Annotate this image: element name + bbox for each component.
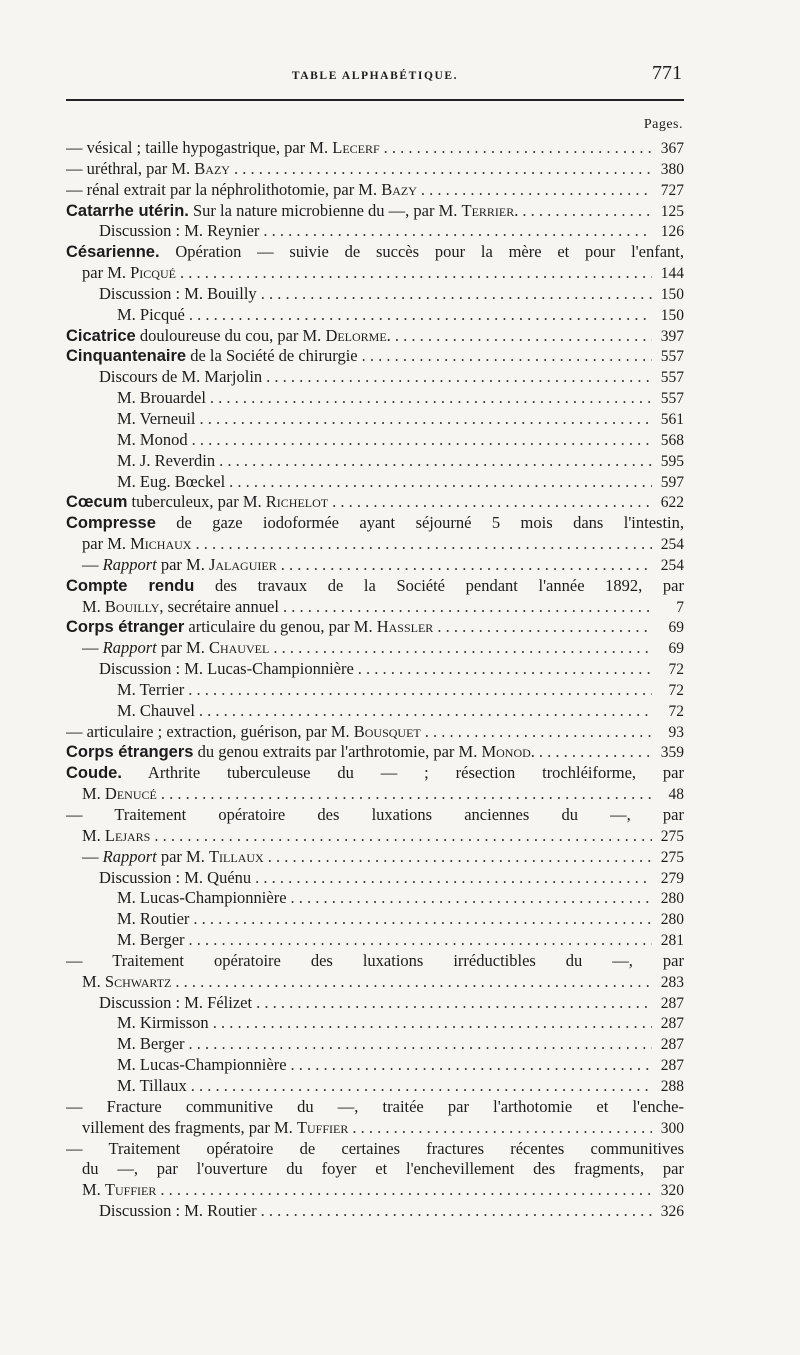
entry-fragment: — [82,846,103,866]
entry-page-number: 280 [660,911,684,929]
entry-fragment: Discussion : M. Bouilly [99,283,257,303]
entry-page-number: 275 [660,827,684,845]
entry-fragment: Discours de M. Marjolin [99,367,263,387]
entry-page-number: 275 [660,848,684,866]
entry-page-number: 288 [660,1077,684,1095]
entry-fragment: Discussion : M. Félizet [99,992,253,1012]
index-entry [66,1055,684,1076]
dot-leader [189,1034,652,1055]
entry-text [117,1055,287,1076]
dot-leader [192,430,652,451]
dot-leader [195,534,652,555]
dot-leader [263,221,652,242]
entry-page-number: 125 [660,202,684,220]
entry-page-number: 380 [660,160,684,178]
entry-page-number: 126 [660,223,684,241]
entry-text [117,451,215,472]
entry-text [117,1076,187,1097]
entry-text [66,1097,684,1116]
entry-text [66,617,433,638]
entry-page-number: 287 [660,1057,684,1075]
index-entry [66,659,684,680]
index-entry [66,930,684,951]
entry-text [82,555,277,576]
running-title: TABLE ALPHABÉTIQUE. [291,70,459,82]
entry-text [99,659,354,680]
entry-page-number: 326 [660,1203,684,1221]
index-entry [66,805,684,826]
author-name: Tuffier [104,1180,157,1200]
author-name: Delorme. [325,325,391,345]
author-name: Terrier. [461,200,519,220]
entry-fragment: par M. [156,638,209,658]
entry-text [66,201,518,222]
entry-page-number: 597 [660,473,684,491]
entry-fragment: Arthrite tuberculeuse du — ; résection trochléiforme, par [121,763,684,783]
dot-leader [266,367,652,388]
index-entry [66,492,684,513]
entry-page-number: 7 [676,598,684,616]
entry-fragment: M. Picqué [117,304,185,324]
dot-leader [255,868,652,889]
author-name: Bazy [194,158,230,178]
entry-page-number: 254 [660,556,684,574]
entry-text [82,638,269,659]
index-entries [66,138,684,1222]
index-entry [66,722,684,743]
entry-page-number: 280 [660,890,684,908]
entry-text [82,534,191,555]
index-entry [66,888,684,909]
entry-heading: Cœcum [66,493,128,512]
entry-text [99,284,257,305]
entry-page-number: 287 [660,1036,684,1054]
entry-text [66,492,328,513]
entry-text [117,1034,185,1055]
entry-text [82,1118,348,1139]
index-entry [66,638,684,659]
dot-leader [191,1076,652,1097]
entry-page-number: 254 [660,536,684,554]
entry-fragment: — uréthral, par M. [66,158,195,178]
entry-fragment: — vésical ; taille hypogastrique, par M. [66,138,333,157]
dot-leader [268,847,652,868]
entry-page-number: 287 [660,994,684,1012]
index-entry [66,409,684,430]
entry-text [82,1180,156,1201]
index-entry [66,742,684,763]
entry-fragment: — articulaire ; extraction, guérison, par M. [66,721,354,741]
entry-page-number: 150 [660,306,684,324]
dot-leader [161,784,652,805]
entry-fragment: , secrétaire annuel [159,596,279,616]
author-name: Monod. [481,742,535,762]
dot-leader [261,284,652,305]
index-entry [66,1159,684,1180]
dot-leader [358,659,652,680]
entry-page-number: 300 [660,1119,684,1137]
author-name: Michaux [130,534,192,554]
index-entry [66,576,684,597]
dot-leader [273,638,652,659]
index-entry [66,346,684,367]
index-entry [66,1180,684,1201]
entry-page-number: 72 [668,661,684,679]
entry-text [66,576,684,595]
entry-text [66,722,421,743]
entry-fragment: — rénal extrait par la néphrolithotomie, par M. [66,179,382,199]
entry-heading: Compresse [66,514,156,533]
entry-page-number: 561 [660,410,684,428]
author-name: Richelot [265,492,329,512]
index-entry [66,1139,684,1160]
entry-heading: Compte rendu [66,576,195,595]
entry-fragment: — Traitement opératoire de certaines fractures récentes communitives [66,1138,684,1158]
entry-fragment: — [82,638,103,658]
entry-page-number: 72 [668,702,684,720]
index-entry [66,972,684,993]
dot-leader [199,701,652,722]
entry-fragment: M. Routier [117,909,190,929]
entry-page-number: 320 [660,1182,684,1200]
index-entry [66,555,684,576]
index-entry [66,513,684,534]
dot-leader [522,201,652,222]
entry-text [82,597,279,618]
index-entry [66,1034,684,1055]
author-name: Schwartz [104,971,172,991]
dot-leader [291,888,652,909]
entry-heading: Cinquantenaire [66,347,187,366]
author-name: Hassler [376,617,434,637]
author-name: Tuffier [296,1117,349,1137]
dot-leader [281,555,652,576]
index-entry [66,284,684,305]
entry-text [99,367,262,388]
entry-text [117,930,185,951]
entry-text [117,430,188,451]
index-entry [66,701,684,722]
index-entry [66,1013,684,1034]
author-name: Jalaguier [208,554,277,574]
entry-fragment: par M. [156,554,209,574]
entry-text [66,951,684,970]
index-entry [66,1097,684,1118]
index-entry [66,263,684,284]
entry-fragment: M. Verneuil [117,408,196,428]
entry-text [99,868,251,889]
index-entry [66,826,684,847]
dot-leader [425,722,652,743]
index-entry [66,305,684,326]
entry-text [66,138,380,159]
dot-leader [421,180,652,201]
dot-leader [234,159,652,180]
dot-leader [437,617,652,638]
entry-fragment: par M. [82,263,131,283]
dot-leader [229,472,652,493]
entry-text [117,472,225,493]
index-entry [66,993,684,1014]
entry-heading: Corps étrangers [66,743,194,762]
entry-text [82,1159,684,1178]
entry-text [66,242,684,261]
index-entry [66,763,684,784]
dot-leader [154,826,652,847]
rapport-label: Rapport [102,638,157,658]
index-entry [66,909,684,930]
author-name: Bousquet [353,721,421,741]
entry-fragment: douloureuse du cou, par M. [135,325,326,345]
index-entry [66,847,684,868]
entry-fragment: M. Berger [117,1034,185,1054]
entry-fragment: M. Eug. Bœckel [117,471,226,491]
entry-fragment: M. Lucas-Championnière [117,1055,287,1075]
entry-page-number: 69 [668,640,684,658]
entry-page-number: 568 [660,431,684,449]
entry-fragment: M. Brouardel [117,388,206,408]
entry-fragment: Sur la nature microbienne du —, par M. [188,200,462,220]
entry-heading: Cicatrice [66,326,136,345]
dot-leader [175,972,652,993]
dot-leader [362,346,652,367]
dot-leader [291,1055,652,1076]
entry-text [117,888,287,909]
entry-text [117,305,185,326]
entry-page-number: 93 [668,723,684,741]
dot-leader [256,993,652,1014]
index-entry [66,784,684,805]
entry-fragment: M. Monod [117,429,188,449]
entry-page-number: 557 [660,390,684,408]
dot-leader [283,597,652,618]
author-name: Denucé [104,784,157,804]
entry-page-number: 727 [660,181,684,199]
entry-text [99,1201,257,1222]
entry-text [117,909,189,930]
entry-fragment: Opération — suivie de succès pour la mère et pour l'enfant, [159,242,684,262]
index-entry [66,597,684,618]
index-entry [66,326,684,347]
index-entry [66,1076,684,1097]
dot-leader [261,1201,652,1222]
entry-fragment: de la Société de chirurgie [186,346,358,366]
index-entry [66,367,684,388]
entry-fragment: par M. [82,534,131,554]
entry-fragment: des travaux de la Société pendant l'année 1892, par [194,575,684,595]
index-entry [66,534,684,555]
dot-leader [395,326,652,347]
entry-fragment: M. Terrier [117,679,185,699]
entry-text [117,409,196,430]
dot-leader [180,263,652,284]
entry-text [66,346,358,367]
entry-fragment: du genou extraits par l'arthrotomie, par M. [193,742,482,762]
entry-text [117,388,206,409]
entry-page-number: 367 [660,140,684,157]
index-entry [66,1118,684,1139]
index-entry [66,951,684,972]
entry-fragment: M. Tillaux [117,1075,187,1095]
entry-fragment: — Traitement opératoire des luxations irréductibles du —, par [66,950,684,970]
page-number: 771 [652,62,682,84]
dot-leader [200,409,652,430]
author-name: Lejars [104,825,151,845]
dot-leader [188,680,652,701]
dot-leader [384,138,652,159]
entry-page-number: 279 [660,869,684,887]
rapport-label: Rapport [102,554,157,574]
entry-fragment: M. Berger [117,930,185,950]
entry-fragment: articulaire du genou, par M. [184,617,377,637]
dot-leader [332,492,652,513]
entry-text [66,742,535,763]
entry-page-number: 287 [660,1015,684,1033]
index-entry [66,617,684,638]
index-entry [66,138,684,159]
rapport-label: Rapport [102,846,157,866]
entry-fragment: Discussion : M. Quénu [99,867,252,887]
index-entry [66,242,684,263]
entry-fragment: de gaze iodoformée ayant séjourné 5 mois dans l'intestin, [155,513,684,533]
entry-text [66,513,684,532]
entry-fragment: M. [82,784,105,804]
entry-fragment: — [82,554,103,574]
dot-leader [210,388,652,409]
entry-fragment: villement des fragments, par M. [82,1117,297,1137]
entry-fragment: M. [82,1180,105,1200]
entry-page-number: 557 [660,369,684,387]
entry-text [82,972,171,993]
index-entry [66,868,684,889]
entry-page-number: 595 [660,452,684,470]
entry-text [66,805,684,824]
index-entry [66,430,684,451]
entry-fragment: Discussion : M. Lucas-Championnière [99,659,354,679]
entry-fragment: M. Kirmisson [117,1013,209,1033]
dot-leader [352,1118,652,1139]
index-entry [66,472,684,493]
entry-page-number: 283 [660,973,684,991]
entry-fragment: Discussion : M. Reynier [99,221,260,241]
index-entry [66,221,684,242]
entry-text [66,180,417,201]
entry-fragment: M. [82,596,105,616]
entry-page-number: 69 [668,619,684,637]
entry-text [66,763,684,782]
dot-leader [193,909,652,930]
entry-page-number: 72 [668,681,684,699]
entry-text [66,159,230,180]
entry-page-number: 557 [660,348,684,366]
dot-leader [219,451,652,472]
index-entry [66,451,684,472]
dot-leader [189,930,652,951]
pages-column-label: Pages. [643,117,683,132]
entry-heading: Coude. [66,764,122,783]
index-entry [66,159,684,180]
entry-fragment: M. [82,971,105,991]
entry-text [117,1013,209,1034]
entry-text [99,993,252,1014]
entry-heading: Corps étranger [66,618,185,637]
entry-fragment: par M. [156,846,209,866]
entry-fragment: M. J. Reverdin [117,450,216,470]
header-rule [66,99,684,101]
entry-text [117,701,195,722]
entry-text [66,326,391,347]
entry-page-number: 150 [660,285,684,303]
entry-heading: Catarrhe utérin. [66,201,189,220]
entry-page-number: 397 [660,327,684,345]
entry-fragment: tuberculeux, par M. [127,492,266,512]
entry-page-number: 359 [660,744,684,762]
index-entry [66,388,684,409]
entry-page-number: 281 [660,932,684,950]
entry-page-number: 48 [668,786,684,804]
author-name: Bazy [381,179,417,199]
entry-text [82,263,176,284]
entry-fragment: M. Chauvel [117,700,195,720]
author-name: Chauvel [208,638,270,658]
dot-leader [539,742,652,763]
entry-fragment: du —, par l'ouverture du foyer et l'enchevillement des fragments, par [82,1159,684,1179]
entry-fragment: — Traitement opératoire des luxations anciennes du —, par [66,805,684,824]
index-entry [66,201,684,222]
entry-text [82,826,150,847]
dot-leader [213,1013,652,1034]
entry-page-number: 144 [660,265,684,283]
author-name: Tillaux [208,846,264,866]
entry-heading: Césarienne. [66,243,160,262]
entry-text [66,1139,684,1158]
entry-fragment: M. [82,825,105,845]
entry-fragment: — Fracture communitive du —, traitée par l'arthotomie et l'enche- [66,1096,684,1116]
author-name: Bouilly [104,596,160,616]
index-entry [66,180,684,201]
dot-leader [160,1180,652,1201]
entry-text [99,221,259,242]
entry-fragment: M. Lucas-Championnière [117,888,287,908]
author-name: Picqué [130,263,176,283]
entry-text [82,847,264,868]
entry-text [82,784,157,805]
index-entry [66,680,684,701]
entry-text [117,680,184,701]
running-head [66,62,684,92]
index-entry [66,1201,684,1222]
entry-fragment: Discussion : M. Routier [99,1201,257,1221]
dot-leader [189,305,652,326]
entry-page-number: 622 [660,494,684,512]
author-name: Lecerf [332,138,380,157]
